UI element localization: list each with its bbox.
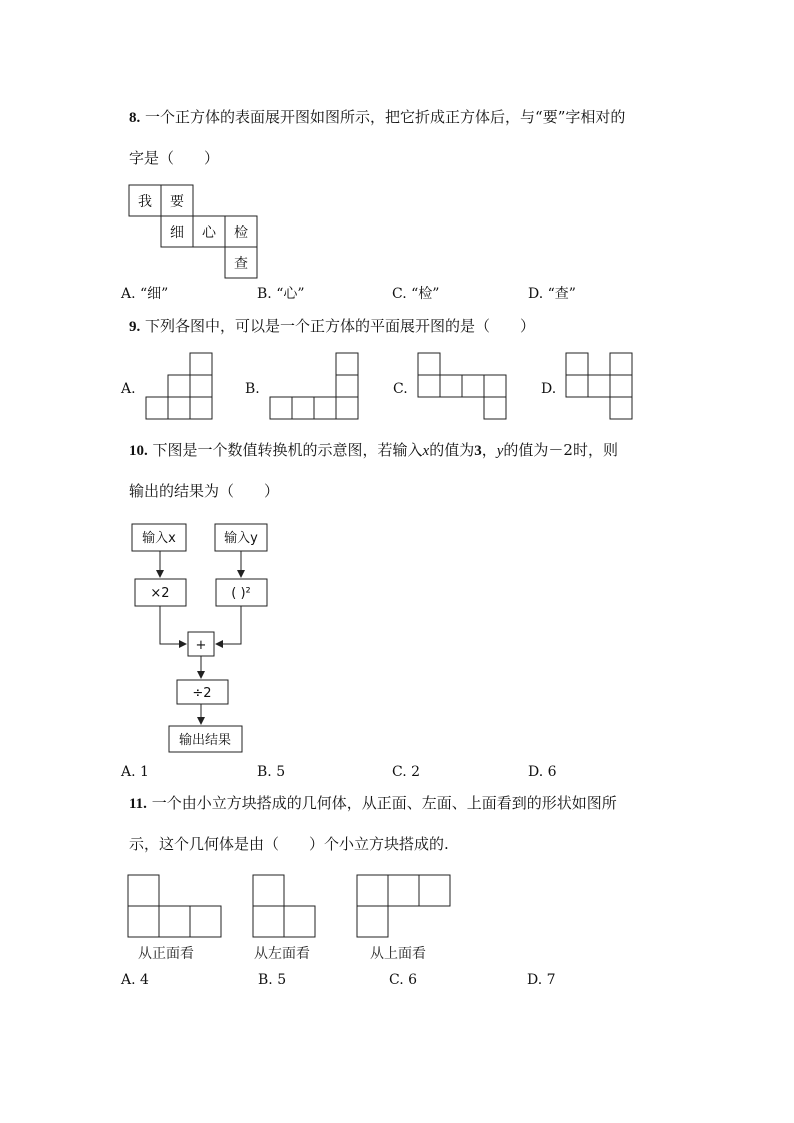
q9-figure-d	[566, 353, 632, 419]
q10-text-a: 下图是一个数值转换机的示意图，若输入	[152, 441, 423, 459]
q10-comma: ，	[481, 441, 497, 459]
q8-option-b[interactable]: B. “心”	[257, 286, 305, 302]
q11-top-view	[357, 875, 450, 937]
flow-times2-label: ×2	[150, 586, 170, 601]
q11-left-view	[253, 875, 315, 937]
q10-text-line2: 输出的结果为（ ）	[129, 482, 280, 500]
q10-text-c: 的值为－2时，则	[503, 441, 618, 459]
q11-option-a[interactable]: A. 4	[121, 972, 149, 988]
q9-option-c[interactable]: C.	[393, 381, 408, 397]
q11-number: 11.	[129, 796, 147, 812]
q10-text-b: 的值为	[429, 441, 475, 459]
q11-option-d[interactable]: D. 7	[527, 972, 556, 988]
q9-option-b[interactable]: B.	[245, 381, 260, 397]
net-char-xin: 心	[202, 225, 216, 241]
q9-line	[129, 316, 535, 337]
q10-number: 10.	[129, 443, 148, 459]
q11-text-line2: 示，这个几何体是由（ ）个小立方块搭成的.	[129, 835, 449, 853]
q11-line1	[129, 793, 617, 814]
net-char-yao: 要	[170, 194, 184, 210]
net-char-xi: 细	[170, 225, 184, 241]
flow-div2-label: ÷2	[192, 686, 212, 701]
q8-option-d[interactable]: D. “查”	[528, 286, 576, 302]
q10-option-a[interactable]: A. 1	[121, 764, 149, 780]
q8-option-c[interactable]: C. “检”	[392, 286, 440, 302]
q9-figure-b	[270, 353, 358, 419]
q9-option-a[interactable]: A.	[121, 381, 136, 397]
q9-number: 9.	[129, 319, 141, 335]
q9-figure-a	[146, 353, 212, 419]
q11-option-c[interactable]: C. 6	[389, 972, 418, 988]
q9-option-d[interactable]: D.	[541, 381, 557, 397]
q9-text: 下列各图中，可以是一个正方体的平面展开图的是（ ）	[145, 317, 536, 335]
q10-line1	[129, 440, 618, 461]
flow-input-x-label: 输入x	[142, 531, 176, 546]
q11-text-line1: 一个由小立方块搭成的几何体，从正面、左面、上面看到的形状如图所	[151, 794, 617, 812]
flow-input-y-label: 输入y	[224, 531, 258, 546]
net-char-wo: 我	[138, 194, 152, 210]
q10-option-c[interactable]: C. 2	[392, 764, 421, 780]
flow-plus-label: +	[195, 638, 207, 653]
q8-number: 8.	[129, 110, 141, 126]
q11-caption-left: 从左面看	[254, 946, 310, 962]
q8-text-line2: 字是（ ）	[129, 149, 220, 167]
flow-square-label: ( )²	[231, 586, 251, 601]
q11-caption-top: 从上面看	[370, 946, 426, 962]
q11-option-b[interactable]: B. 5	[258, 972, 287, 988]
q10-val-x: 3	[474, 443, 482, 459]
q11-front-view	[128, 875, 221, 937]
q9-figure-c	[418, 353, 506, 419]
q10-option-b[interactable]: B. 5	[257, 764, 286, 780]
q11-caption-front: 从正面看	[138, 946, 194, 962]
net-char-jian: 检	[234, 225, 248, 241]
q8-option-a[interactable]: A. “细”	[121, 286, 169, 302]
q10-var-y: y	[496, 443, 504, 459]
net-char-cha: 查	[234, 256, 248, 272]
q10-var-x: x	[422, 443, 430, 459]
flow-output-label: 输出结果	[178, 733, 232, 748]
q10-option-d[interactable]: D. 6	[528, 764, 557, 780]
q8-text-line1: 一个正方体的表面展开图如图所示，把它折成正方体后，与“要”字相对的	[145, 108, 626, 126]
